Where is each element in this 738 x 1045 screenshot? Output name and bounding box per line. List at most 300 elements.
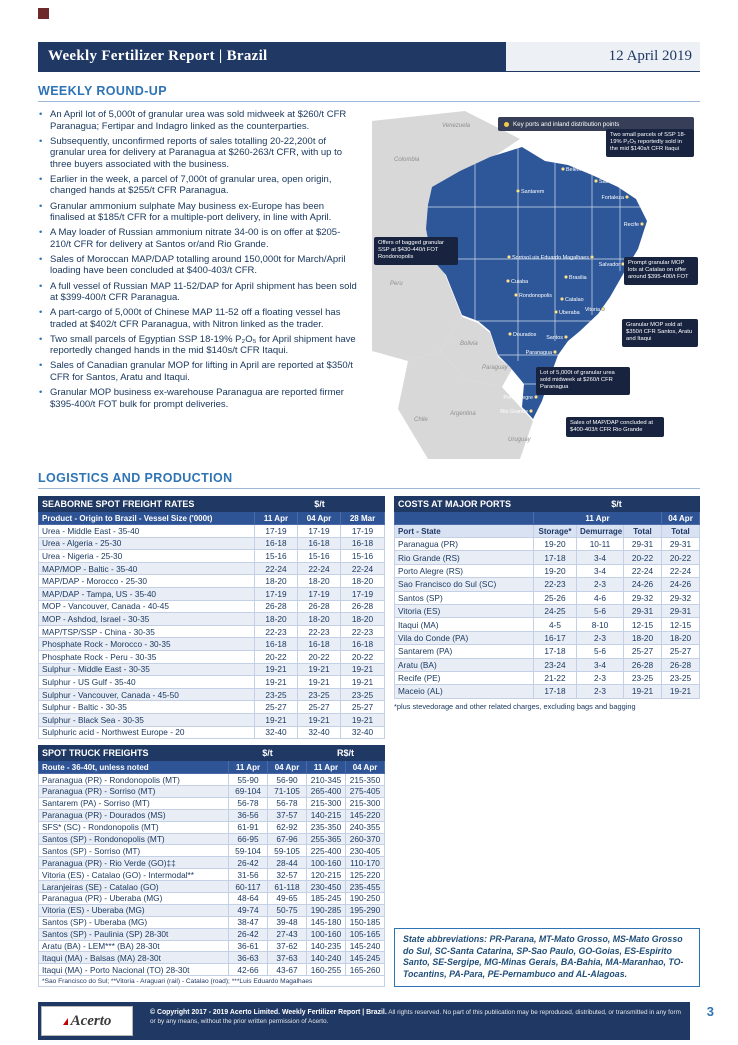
table-cell: 215-300 [346,797,385,809]
table-cell: Itaqui (MA) [395,618,534,631]
table-row [39,650,385,663]
table-cell: 110-170 [346,857,385,869]
corner-mark [38,8,49,19]
roundup-bullet: • Earlier in the week, a parcel of 7,000t of granular urea, open origin, changed hands at $255/t CFR Paranagua. [38,174,360,197]
table-header-row [395,525,700,538]
table-cell: 32-40 [298,726,341,739]
table-cell: 20-22 [298,650,341,663]
table-cell: 22-24 [298,562,341,575]
table-cell: 16-18 [341,537,385,550]
logistics-heading: LOGISTICS AND PRODUCTION [38,471,700,489]
table-cell: 62-92 [268,821,307,833]
table-title: COSTS AT MAJOR PORTS [395,497,534,512]
table-row [39,785,385,797]
table-row [39,893,385,905]
table-cell: 275-405 [346,785,385,797]
table-cell: 26-28 [662,658,700,671]
table-cell: Santos (SP) [395,591,534,604]
port-costs-table [394,496,700,699]
column-header: 11 Apr [307,761,346,774]
roundup-bullet: • Granular ammonium sulphate May business ex-Europe has been finalised at $185/t CFR for a multiple-port delivery, in line with April. [38,201,360,224]
column-header: Demurrage [577,525,624,538]
copyright-lead: © Copyright 2017 - 2019 Acerto Limited. Weekly Fertilizer Report | Brazil. [150,1009,387,1016]
table-row [39,869,385,881]
table-cell: 25-27 [255,701,298,714]
table-cell: 43-67 [268,964,307,976]
table-cell: 25-27 [341,701,385,714]
table-row [39,940,385,952]
table-row [39,964,385,976]
acerto-logo [41,1006,133,1036]
table-cell: 49-74 [229,904,268,916]
table-cell: 22-23 [341,625,385,638]
table-row [39,701,385,714]
table-cell: Vila do Conde (PA) [395,631,534,644]
table-cell: Sulphur - Middle East - 30-35 [39,663,255,676]
table-title-row [39,497,385,512]
table-cell: 26-42 [229,928,268,940]
table-cell: Sulphur - US Gulf - 35-40 [39,676,255,689]
table-cell: Paranagua (PR) [395,538,534,551]
city-label: Sao Luis [599,179,620,185]
table-title: SEABORNE SPOT FREIGHT RATES [39,497,255,512]
table-cell: 15-16 [341,550,385,563]
column-header: Total [662,525,700,538]
roundup-bullet: • A May loader of Russian ammonium nitrate 34-00 is on offer at $205-210/t CFR for delivery at Santos or/and Rio Grande. [38,227,360,250]
city-label: Belem [566,167,582,173]
country-label: Colombia [394,157,420,163]
table-cell: 50-75 [268,904,307,916]
copyright-text: All rights reserved. No part of this publication may be reproduced, distributed, or transmitted in any form or by any means, without the prior written permission of Acerto. [150,1009,681,1025]
table-cell: 140-215 [307,809,346,821]
table-cell: 150-185 [346,916,385,928]
table-cell: 61-91 [229,821,268,833]
roundup-bullet: • Sales of Canadian granular MOP for lifting in April are reported at $350/t CFR for Santos, Aratu and Itaqui. [38,360,360,383]
table-row [395,658,700,671]
table-row [39,916,385,928]
city-marker [594,179,620,185]
country-label: Argentina [450,411,476,417]
map-callout: Granular MOP sold at $350/t CFR Santos, Aratu and Itaqui [622,319,698,347]
table-cell: 23-25 [255,688,298,701]
table-cell: 140-235 [307,940,346,952]
table-cell: 20-22 [624,551,662,564]
table-cell: 145-245 [346,952,385,964]
table-row [39,550,385,563]
table-cell: 31-56 [229,869,268,881]
table-unit: $/t [229,746,307,761]
table-cell: 20-22 [662,551,700,564]
table-cell: 22-23 [255,625,298,638]
table-unit: R$/t [307,746,385,761]
table-cell: 29-32 [624,591,662,604]
table-cell: 230-450 [307,881,346,893]
report-date: 12 April 2019 [506,42,700,71]
table-cell: 19-21 [298,676,341,689]
table-cell: 190-250 [346,893,385,905]
table-cell: 18-20 [341,575,385,588]
table-cell: 19-21 [298,663,341,676]
table-cell: Urea - Nigeria - 25-30 [39,550,255,563]
column-header: 04 Apr [268,761,307,774]
table-row [39,952,385,964]
table-row [39,845,385,857]
table-cell: Itaqui (MA) - Porto Nacional (TO) 28-30t [39,964,229,976]
city-marker [516,189,545,195]
table-row [39,713,385,726]
group-header: 04 Apr [662,512,700,525]
table-cell: 16-18 [255,638,298,651]
table-cell: MOP - Ashdod, Israel - 30-35 [39,613,255,626]
table-cell: 38-47 [229,916,268,928]
table-title: SPOT TRUCK FREIGHTS [39,746,229,761]
table-cell: 67-96 [268,833,307,845]
city-label: Brasilia [569,275,587,281]
table-cell: 18-20 [255,613,298,626]
tables-right-column [394,496,700,987]
country-label: Chile [414,417,428,423]
city-marker [529,255,593,261]
table-cell: Sulphur - Black Sea - 30-35 [39,713,255,726]
table-cell: 145-220 [346,809,385,821]
table-cell: Paranagua (PR) - Sorriso (MT) [39,785,229,797]
table-cell: 2-3 [577,685,624,698]
table-row [39,821,385,833]
table-cell: 17-18 [534,645,577,658]
table-cell: 25-27 [298,701,341,714]
table-cell: 19-20 [534,538,577,551]
table-cell: 27-43 [268,928,307,940]
column-header: 28 Mar [341,512,385,525]
table-cell: 19-21 [255,676,298,689]
table-row [39,904,385,916]
table-cell: 145-180 [307,916,346,928]
table-cell: MAP/TSP/SSP - China - 30-35 [39,625,255,638]
table-cell: 26-42 [229,857,268,869]
table-cell: 210-345 [307,774,346,786]
table-cell: Urea - Algeria - 25-30 [39,537,255,550]
table-cell: 5-6 [577,645,624,658]
table-row [395,564,700,577]
table-cell: 32-40 [255,726,298,739]
roundup-bullet: • An April lot of 5,000t of granular urea was sold midweek at $260/t CFR Paranagua; Fertipar and Indagro linked as the counterparties. [38,109,360,132]
table-cell: 140-240 [307,952,346,964]
table-cell: 17-19 [298,587,341,600]
city-label: Dourados [513,332,537,338]
table-cell: 3-4 [577,564,624,577]
table-cell: 17-19 [255,587,298,600]
table-cell: Santarem (PA) [395,645,534,658]
table-cell: Sulphur - Vancouver, Canada - 45-50 [39,688,255,701]
table-cell: 2-3 [577,578,624,591]
table-cell: Paranagua (PR) - Uberaba (MG) [39,893,229,905]
table-row [39,638,385,651]
table-cell: 23-25 [341,688,385,701]
roundup-bullet: • A part-cargo of 5,000t of Chinese MAP 11-52 off a floating vessel has traded at $402/t CFR Paranagua, with Nitron linked as the trader. [38,307,360,330]
table-cell: 20-22 [341,650,385,663]
table-cell: 48-64 [229,893,268,905]
table-cell: Santos (SP) - Rondonopolis (MT) [39,833,229,845]
table-cell: Maceio (AL) [395,685,534,698]
city-label: Santarem [521,189,545,195]
table-cell: 19-21 [255,713,298,726]
table-cell: 21-22 [534,671,577,684]
roundup-list [38,109,360,461]
roundup-bullet: • Granular MOP business ex-warehouse Paranagua are reported firmer $395-400/t FOT bulk for prompt deliveries. [38,387,360,410]
table-header-row [39,512,385,525]
table-cell: 18-20 [298,575,341,588]
logo-text: Acerto [70,1012,112,1029]
table-cell: 240-355 [346,821,385,833]
table-cell: 37-63 [268,952,307,964]
table-cell: 16-17 [534,631,577,644]
roundup-heading: WEEKLY ROUND-UP [38,84,700,102]
table-row [39,625,385,638]
table-cell: 20-22 [255,650,298,663]
table-cell: Vitoria (ES) [395,604,534,617]
table-cell: Recife (PE) [395,671,534,684]
table-cell: 5-6 [577,604,624,617]
city-label: Vitoria [584,307,600,313]
table-cell: 23-25 [662,671,700,684]
table-cell: Rio Grande (RS) [395,551,534,564]
table-cell: 24-26 [624,578,662,591]
group-header: 11 Apr [534,512,662,525]
table-cell: 26-28 [624,658,662,671]
column-header: 04 Apr [298,512,341,525]
table-cell: MAP/DAP - Morocco - 25-30 [39,575,255,588]
city-label: Salvador [598,262,620,268]
table-cell: 24-25 [534,604,577,617]
table-cell: 16-18 [298,537,341,550]
table-cell: 29-32 [662,591,700,604]
table-cell: 28-44 [268,857,307,869]
table-cell: 125-220 [346,869,385,881]
table-row [395,538,700,551]
table-cell: 23-25 [298,688,341,701]
table-cell: 32-57 [268,869,307,881]
city-label: Catalao [565,297,584,303]
table-cell: 42-66 [229,964,268,976]
table-cell: 18-20 [255,575,298,588]
table-cell: 22-24 [624,564,662,577]
map-callout: Lot of 5,000t of granular urea sold midweek at $260/t CFR Paranagua [536,367,630,395]
city-label: Rondonopolis [519,293,552,299]
table-cell: 59-105 [268,845,307,857]
table-cell: 19-21 [624,685,662,698]
table-cell: 17-19 [341,525,385,538]
logistics-tables [38,496,700,987]
table-cell: 23-24 [534,658,577,671]
table-cell: Sulphur - Baltic - 30-35 [39,701,255,714]
table-cell: 230-405 [346,845,385,857]
table-row [39,881,385,893]
table-cell: 4-6 [577,591,624,604]
city-label: Santos [546,335,563,341]
column-header: Product - Origin to Brazil - Vessel Size ('000t) [39,512,255,525]
map-callout: Offers of bagged granular SSP at $430-440/t FOT Rondonopolis [374,237,458,265]
city-label: Cuiaba [511,279,529,285]
table-cell: MAP/MOP - Baltic - 35-40 [39,562,255,575]
table-cell: Aratu (BA) - LEM*** (BA) 28-30t [39,940,229,952]
table-row [39,857,385,869]
page-number: 3 [706,1004,714,1019]
table-title-row [39,746,385,761]
table-cell: Urea - Middle East - 35-40 [39,525,255,538]
table-cell: 17-19 [255,525,298,538]
table-row [39,600,385,613]
column-header: 11 Apr [255,512,298,525]
table-cell: 29-31 [624,538,662,551]
table-cell: Vitoria (ES) - Catalao (GO) - Intermodal** [39,869,229,881]
column-header: 04 Apr [346,761,385,774]
table-cell: 15-16 [298,550,341,563]
table-cell: 3-4 [577,551,624,564]
table-row [395,631,700,644]
country-label: Bolivia [460,341,478,347]
table-cell: 19-20 [534,564,577,577]
map-callout: Two small parcels of SSP 18-19% P₂O₅ reportedly sold in the mid $140s/t CFR Itaqui [606,129,694,157]
table-cell: 265-400 [307,785,346,797]
table-unit: $/t [255,497,385,512]
table-cell: 37-57 [268,809,307,821]
table-cell: 19-21 [341,663,385,676]
table-cell: 16-18 [255,537,298,550]
table-cell: 160-255 [307,964,346,976]
roundup-bullet: • Sales of Moroccan MAP/DAP totalling around 150,000t for March/April loading have been concluded at $400-403/t CFR. [38,254,360,277]
table-cell: SFS* (SC) - Rondonopolis (MT) [39,821,229,833]
table-row [395,645,700,658]
table-cell: 49-65 [268,893,307,905]
table-cell: 235-350 [307,821,346,833]
table-row [39,774,385,786]
table-cell: 17-18 [534,551,577,564]
table-cell: 17-19 [341,587,385,600]
table-cell: 69-104 [229,785,268,797]
table-cell: 12-15 [662,618,700,631]
legend-dot-icon [504,122,509,127]
table-cell: 26-28 [298,600,341,613]
table-cell: Porto Alegre (RS) [395,564,534,577]
table-row [39,575,385,588]
table-footnote-row [39,976,385,987]
table-cell: 15-16 [255,550,298,563]
city-label: Uberaba [559,310,580,316]
table-cell: 36-61 [229,940,268,952]
table-cell: 225-400 [307,845,346,857]
city-label: Porto Alegre [503,395,533,401]
table-row [395,551,700,564]
table-row [39,537,385,550]
country-label: Uruguay [508,437,531,443]
table-cell: 29-31 [624,604,662,617]
table-cell: 23-25 [624,671,662,684]
table-header-row [39,761,385,774]
table-cell: Paranagua (PR) - Rio Verde (GO)‡‡ [39,857,229,869]
city-marker [585,307,605,313]
table-cell: Santos (SP) - Uberaba (MG) [39,916,229,928]
table-cell: Phosphate Rock - Peru - 30-35 [39,650,255,663]
table-cell: 100-160 [307,857,346,869]
roundup-section [38,109,700,461]
table-row [395,685,700,698]
table-cell: Phosphate Rock - Morocco - 30-35 [39,638,255,651]
table-cell: 18-20 [624,631,662,644]
table-unit: $/t [534,497,700,512]
table-cell: 235-455 [346,881,385,893]
header-band [38,42,700,72]
column-header: Total [624,525,662,538]
column-header: Storage* [534,525,577,538]
seaborne-table-body [39,525,385,739]
table-cell: 12-15 [624,618,662,631]
report-title: Weekly Fertilizer Report | Brazil [38,42,506,71]
table-cell: 66-95 [229,833,268,845]
table-cell: 22-23 [298,625,341,638]
city-label: Rio Grande [500,409,528,415]
table-cell: 165-260 [346,964,385,976]
table-cell: 3-4 [577,658,624,671]
table-cell: Aratu (BA) [395,658,534,671]
city-marker [554,310,579,316]
column-header: Route - 36-40t, unless noted [39,761,229,774]
table-cell: Itaqui (MA) - Balsas (MA) 28-30t [39,952,229,964]
table-cell: 17-18 [534,685,577,698]
table-cell: 61-118 [268,881,307,893]
table-cell: 215-350 [346,774,385,786]
table-cell: 145-240 [346,940,385,952]
table-cell: 19-21 [341,713,385,726]
roundup-bullet: • Two small parcels of Egyptian SSP 18-19% P₂O₅ for April shipment have reportedly changed hands in the mid $140s/t CFR Itaqui. [38,334,360,357]
table-row [395,604,700,617]
roundup-bullet: • Subsequently, unconfirmed reports of sales totalling 20-22,200t of granular urea for delivery at Paranagua at $260-263/t CFR, with up to three buyers associated with the business. [38,136,360,171]
city-label: Sorriso [512,255,530,261]
map-legend-label: Key ports and inland distribution points [513,120,620,128]
logo-accent-icon [63,1018,68,1025]
table-row [39,797,385,809]
table-cell: MOP - Vancouver, Canada - 40-45 [39,600,255,613]
table-cell: 2-3 [577,631,624,644]
table-cell: 24-26 [662,578,700,591]
table-cell: 120-215 [307,869,346,881]
table-cell: 56-90 [268,774,307,786]
table-row [39,833,385,845]
table-cell: 22-24 [255,562,298,575]
table-title-row [395,497,700,512]
table-row [39,562,385,575]
table-cell: 29-31 [662,538,700,551]
roundup-bullet: • A full vessel of Russian MAP 11-52/DAP for April shipment has been sold at $399-400/t CFR Paranagua. [38,281,360,304]
table-cell: Santos (SP) - Paulinia (SP) 28-30t [39,928,229,940]
brazil-map [370,109,700,459]
table-cell: 16-18 [341,638,385,651]
table-cell: 100-160 [307,928,346,940]
table-row [395,618,700,631]
table-cell: 26-28 [341,600,385,613]
table-cell: 32-40 [341,726,385,739]
table-cell: 18-20 [298,613,341,626]
table-row [39,613,385,626]
footer-bar [38,1002,690,1040]
table-row [39,587,385,600]
city-label: Recife [623,222,639,228]
table-cell: 56-78 [229,797,268,809]
truck-freight-table [38,745,385,987]
table-row [39,928,385,940]
table-cell: Santos (SP) - Sorriso (MT) [39,845,229,857]
table-cell: Paranagua (PR) - Rondonopolis (MT) [39,774,229,786]
table-cell: 25-26 [534,591,577,604]
